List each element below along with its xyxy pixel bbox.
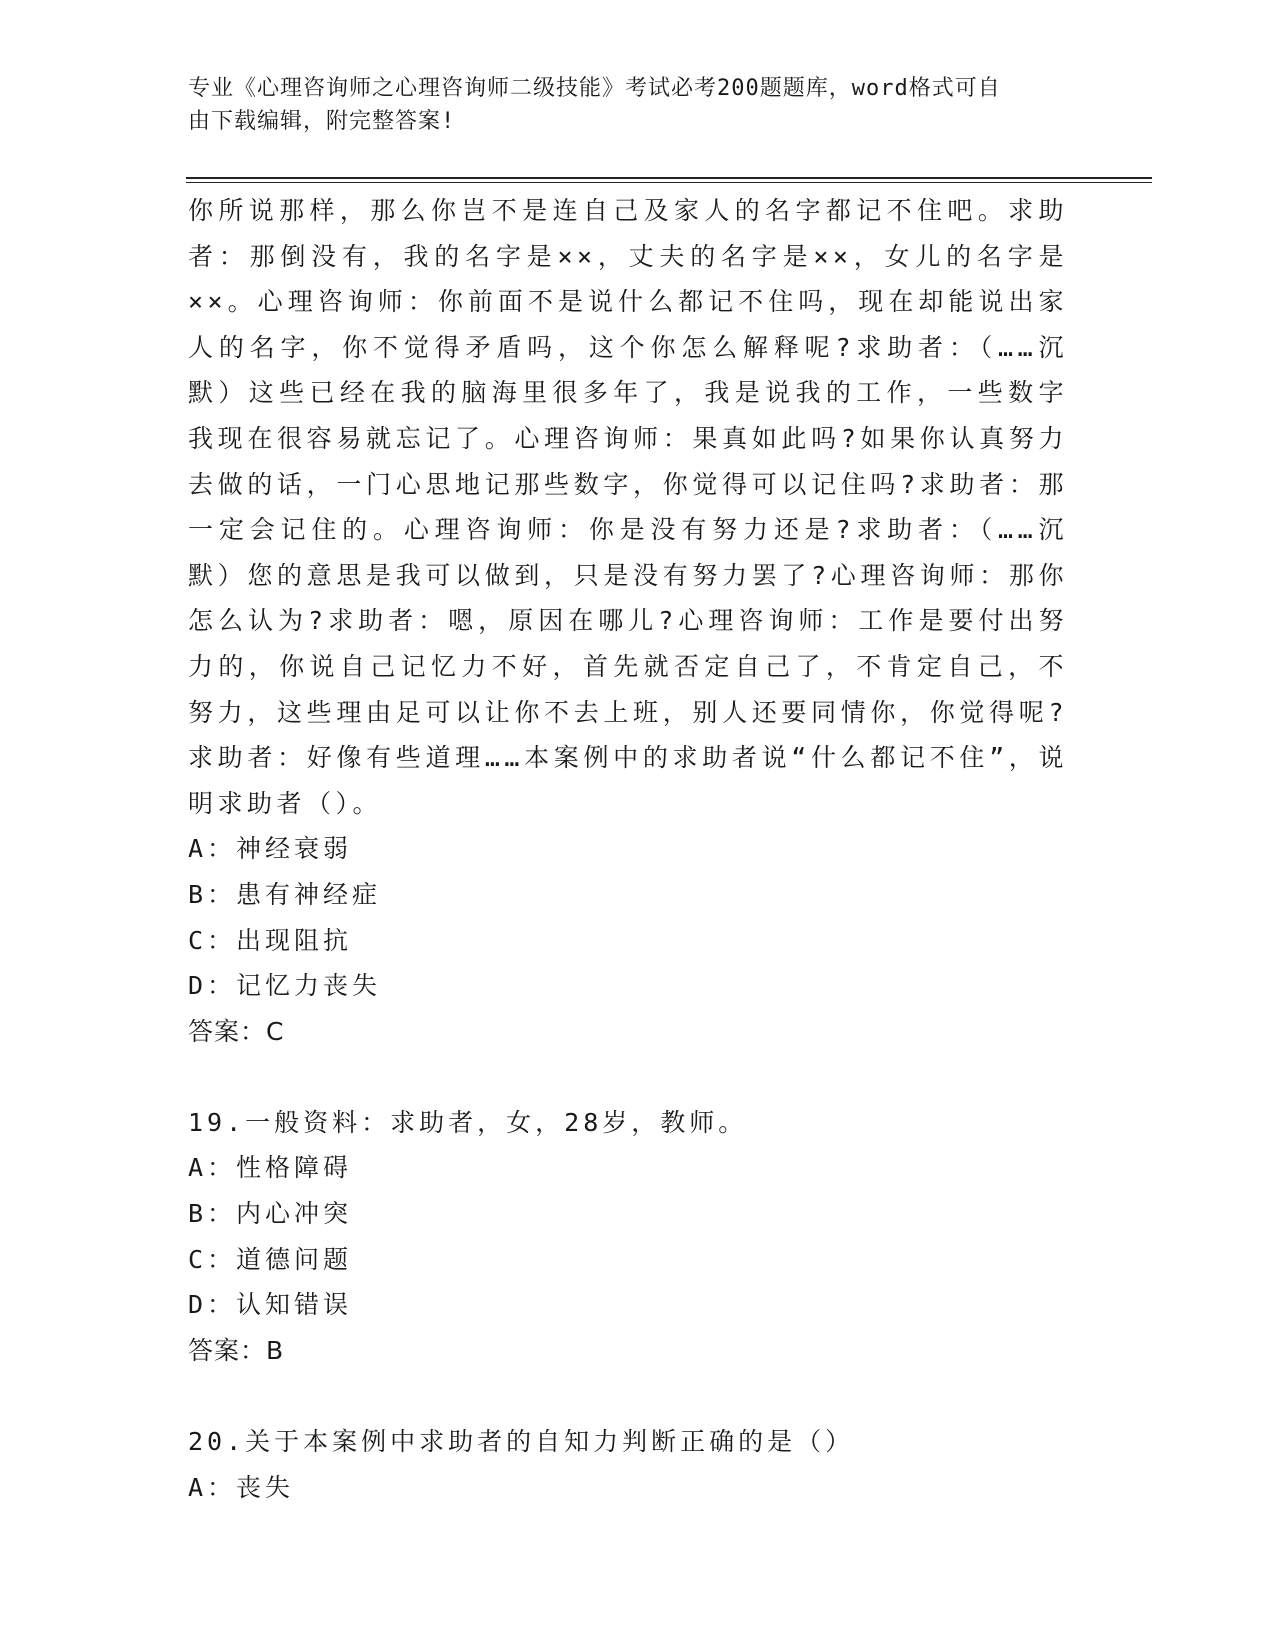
question-18-option-d: D：记忆力丧失 (188, 971, 382, 1001)
question-18-option-c: C：出现阻抗 (188, 925, 353, 955)
document-header (188, 72, 1068, 138)
header-divider-thick (186, 177, 1152, 179)
question-19-option-d: D：认知错误 (188, 1290, 353, 1320)
question-19-options (188, 1145, 1068, 1327)
question-20-options (188, 1465, 1068, 1511)
question-18-option-b: B：患有神经症 (188, 879, 382, 909)
header-divider-thin (186, 182, 1152, 183)
question-18-passage: 你所说那样，那么你岂不是连自己及家人的名字都记不住吧。求助者：那倒没有，我的名字是××，丈夫的名字是××，女儿的名字是××。心理咨询师：你前面不是说什么都记不住吗，现在却能说出家人的名字，你不觉得矛盾吗，这个你怎么解释呢?求助者：（……沉默）这些已经在我的脑海里很多年了，我是说我的工作，一些数字我现在很容易就忘记了。心理咨询师：果真如此吗?如果你认真努力去做的话，一门心思地记那些数字，你觉得可以记住吗?求助者：那一定会记住的。心理咨询师：你是没有努力还是?求助者：（……沉默）您的意思是我可以做到，只是没有努力罢了?心理咨询师：那你怎么认为?求助者：嗯，原因在哪儿?心理咨询师：工作是要付出努力的，你说自己记忆力不好，首先就否定自己了，不肯定自己，不努力，这些理由足可以让你不去上班，别人还要同情你，你觉得呢?求助者：好像有些道理……本案例中的求助者说“什么都记不住”，说明求助者（）。 (188, 196, 1068, 818)
question-19-option-a: A：性格障碍 (188, 1153, 353, 1183)
spacer (188, 1373, 1068, 1419)
question-18-answer: 答案：C (188, 1016, 285, 1046)
question-19-stem: 19.一般资料：求助者，女，28岁，教师。 (188, 1107, 748, 1137)
header-title-line-1: 专业《心理咨询师之心理咨询师二级技能》考试必考200题题库，word格式可自 (188, 76, 1001, 101)
spacer (188, 1054, 1068, 1100)
question-20-stem: 20.关于本案例中求助者的自知力判断正确的是（） (188, 1427, 855, 1457)
document-body (188, 188, 1068, 1510)
question-18-option-a: A：神经衰弱 (188, 834, 353, 864)
question-19-answer: 答案：B (188, 1335, 285, 1365)
question-18-options (188, 826, 1068, 1008)
header-title-line-2: 由下载编辑，附完整答案! (188, 109, 456, 134)
question-19-option-b: B：内心冲突 (188, 1199, 353, 1229)
question-19-option-c: C：道德问题 (188, 1244, 353, 1274)
question-20-option-a: A：丧失 (188, 1472, 295, 1502)
